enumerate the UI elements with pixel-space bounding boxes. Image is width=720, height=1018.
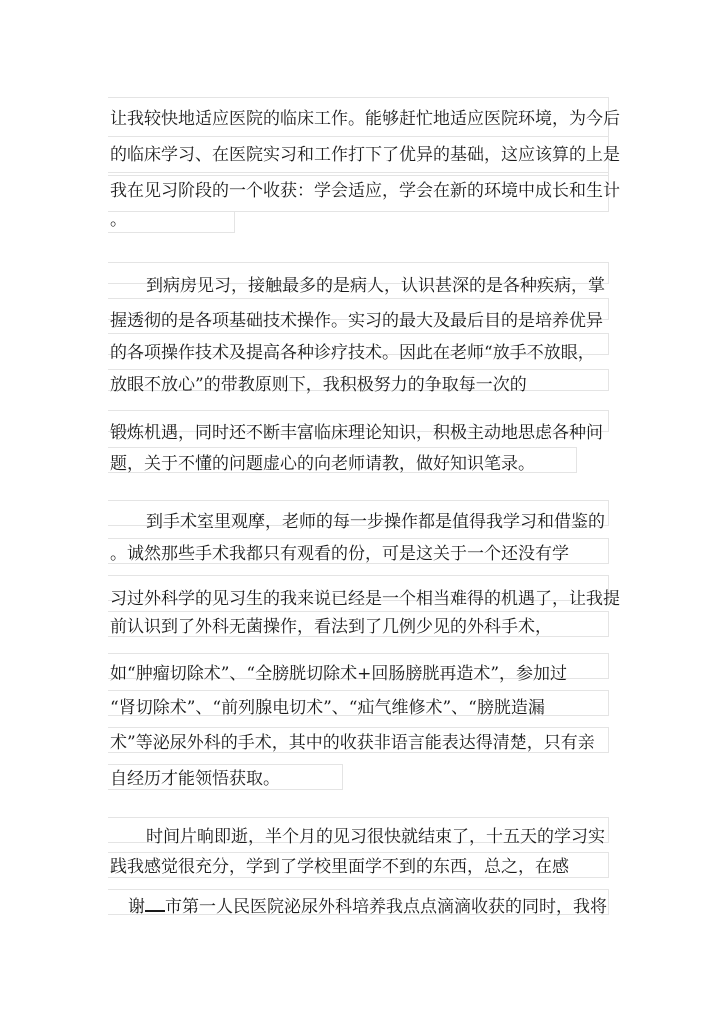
text-line: 的各项操作技术及提高各种诊疗技术。因此在老师“放手不放眼， [110, 343, 595, 363]
text-fragment: 市第一人民医院泌尿外科培养我点点滴滴收获的同时，我将 [165, 897, 607, 917]
text-line: “肾切除术”、“前列腺电切术”、“疝气维修术”、“膀胱造漏 [110, 698, 545, 718]
text-line: 让我较快地适应医院的临床工作。能够赶忙地适应医院环境，为今后 [110, 109, 620, 129]
text-line: 放眼不放心”的带教原则下，我积极努力的争取每一次的 [110, 375, 527, 395]
text-line: 践我感觉很充分，学到了学校里面学不到的东西，总之，在感 [110, 857, 569, 877]
text-frame [108, 211, 235, 233]
text-line: 。 [110, 210, 127, 230]
text-line: 我在见习阶段的一个收获：学会适应，学会在新的环境中成长和生计 [110, 181, 620, 201]
text-line: 锻炼机遇，同时还不断丰富临床理论知识，积极主动地思虑各种问 [110, 423, 603, 443]
text-line: 习过外科学的见习生的我来说已经是一个相当难得的机遇了，让我提 [110, 589, 620, 609]
text-line: 前认识到了外科无菌操作，看法到了几例少见的外科手术， [110, 617, 552, 637]
text-line: 到病房见习，接触最多的是病人，认识甚深的是各种疾病，掌 [146, 276, 605, 296]
text-line: 术”等泌尿外科的手术，其中的收获非语言能表达得清楚，只有亲 [110, 733, 595, 753]
text-line: 握透彻的是各项基础技术操作。实习的最大及最后目的是培养优异 [110, 311, 603, 331]
text-fragment: 谢 [128, 897, 145, 917]
text-line [128, 896, 607, 918]
text-line: 如“肿瘤切除术”、“全膀胱切除术+回肠膀胱再造术”，参加过 [110, 664, 568, 684]
text-line: 的临床学习、在医院实习和工作打下了优异的基础，这应该算的上是 [110, 145, 620, 165]
text-line: 时间片晌即逝，半个月的见习很快就结束了，十五天的学习实 [146, 827, 605, 847]
text-line: 题，关于不懂的问题虚心的向老师请教，做好知识笔录。 [110, 454, 535, 474]
text-line: 到手术室里观摩，老师的每一步操作都是值得我学习和借鉴的 [146, 512, 605, 532]
blank-underline [145, 908, 165, 912]
text-line: 。诚然那些手术我都只有观看的份，可是这关于一个还没有学 [110, 544, 569, 564]
text-line: 自经历才能领悟获取。 [110, 769, 280, 789]
